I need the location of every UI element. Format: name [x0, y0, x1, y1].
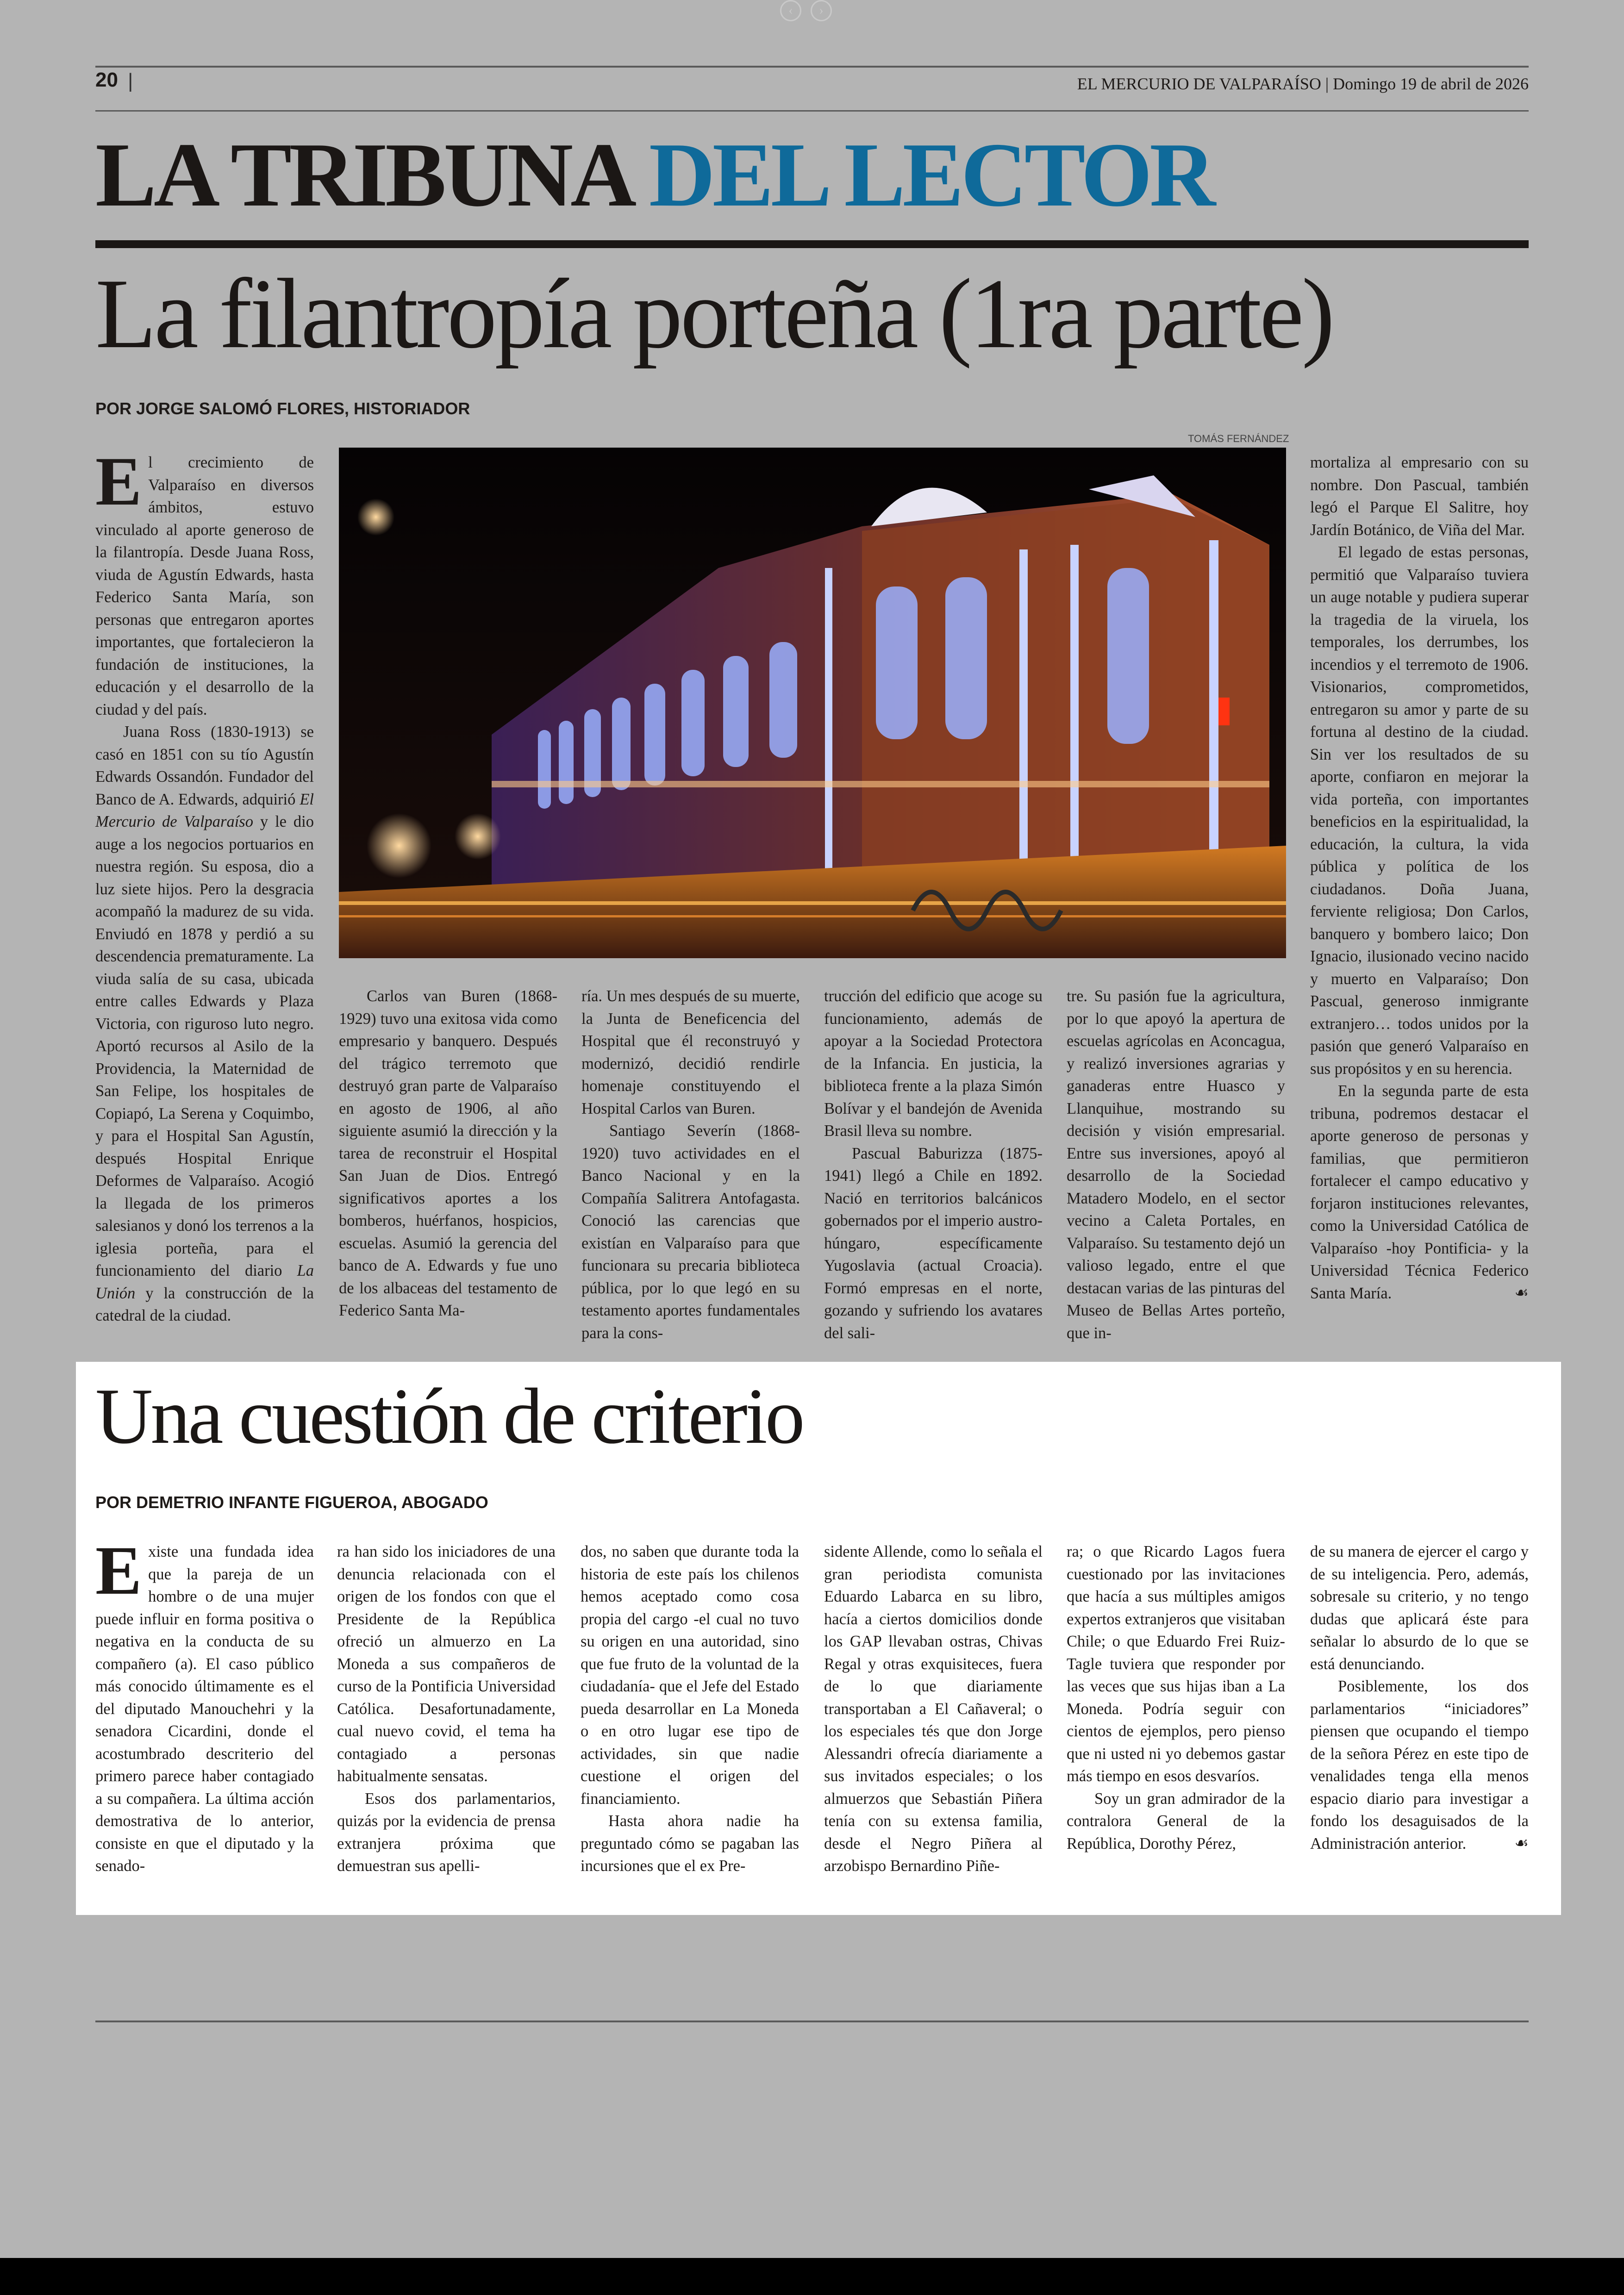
illuminated-building-image [339, 448, 1286, 958]
section-title-part2: DEL LECTOR [649, 124, 1213, 225]
article2-column-1: Existe una fundada idea que la pareja de un hombre o de una mujer puede influir en forma positiva o negativa en la conducta de su compañero (a). El caso público más conocido últimamente es el del diputado Manouchehri y la senadora Cicardini, donde el acostumbrado descriterio del primero parece haber contagiado a su compañera. La última acción demostrativa de lo anterior, consiste en que el diputado y la senado- [95, 1532, 314, 1875]
article1-column-2: Carlos van Buren (1868-1929) tuvo una exitosa vida como empresario y banquero. Después del trágico terremoto que destruyó gran parte de Valparaíso en agosto de 1906, al año siguiente asumió la dirección y la tarea de reconstruir el Hospital San Juan de Dios. Entregó significativos aportes a los bomberos, huérfanos, hospicios, escuelas. Asumió la gerencia del banco de A. Edwards y fue uno de los albaceas del testamento de Federico Santa Ma- [339, 987, 557, 1319]
header-bottom-rule [95, 110, 1529, 112]
page-number: 20 [95, 69, 118, 91]
article1-column-4: trucción del edificio que acoge su funcionamiento, además de apoyar a la Sociedad Protectora de la Infancia. En justicia, la biblioteca frente a la plaza Simón Bolívar y el bandejón de Avenida Brasil lleva su nombre. Pascual Baburizza (1875-1941) llegó a Chile en 1892. Nació en territorios balcánicos gobernados por el imperio austro-húngaro, específicamente Yugoslavia (actual Croacia). Formó empresas en el norte, gozando y sufriendo los avatares del sali- [824, 987, 1043, 1342]
article2-column-4: sidente Allende, como lo señala el gran periodista comunista Eduardo Labarca en su libro, hacía a ciertos domicilios donde los GAP llevaban ostras, Chivas Regal y otras exquisiteces, fuera de lo que diariamente transportaban a El Cañaveral; o los especiales tés que don Jorge Alessandri ofrecía diariamente a sus invitados especiales; o los almuerzos que Sebastián Piñera tenía con su extensa familia, desde el Negro Piñera al arzobispo Bernardino Piñe- [824, 1543, 1043, 1875]
dateline: EL MERCURIO DE VALPARAÍSO | Domingo 19 de abril de 2026 [1077, 75, 1529, 93]
article1-byline: POR JORGE SALOMÓ FLORES, HISTORIADOR [95, 399, 470, 418]
article2-dropcap: E [95, 1532, 142, 1609]
footer-rule [95, 2021, 1529, 2022]
article1-column-1: El crecimiento de Valparaíso en diversos ámbitos, estuvo vinculado al aporte generoso de la filantropía. Desde Juana Ross, viuda de Agustín Edwards, hasta Federico Santa María, son personas que entregaron aportes importantes, que fortalecieron la fundación de instituciones, la educación y el desarrollo de la ciudad y del país. Juana Ross (1830-1913) se casó en 1851 con su tío Agustín Edwards Ossandón. Fundador del Banco de A. Edwards, adquirió El Mercurio de Valparaíso y le dio auge a los negocios portuarios en nuestra región. Su esposa, dio a luz siete hijos. Pero la desgracia acompañó la madurez de su vida. Enviudó en 1878 y perdió a su descendencia prematuramente. La viuda salía de su casa, ubicada entre calles Edwards y Plaza Victoria, con riguroso luto negro. Aportó recursos al Asilo de la Providencia, la Maternidad de San Felipe, los hospitales de Copiapó, La Serena y Coquimbo, y para el Hospital San Agustín, después Hospital Enrique Deformes de Valparaíso. Acogió la llegada de los primeros salesianos y donó los terrenos a la iglesia porteña, para el funcionamiento del diario La Unión y la construcción de la catedral de la ciudad. [95, 443, 314, 1324]
photo-credit: TOMÁS FERNÁNDEZ [1188, 433, 1289, 444]
article1-photo [339, 448, 1286, 958]
article1-column-6: mortaliza al empresario con su nombre. Don Pascual, también legó el Parque El Salitre, hoy Jardín Botánico, de Viña del Mar. El legado de estas personas, permitió que Valparaíso tuviera un auge notable y pudiera superar la tragedia de la viruela, los temporales, los derrumbes, los incendios y el terremoto de 1906. Visionarios, comprometidos, entregaron su amor y parte de su fortuna al destino de la ciudad. Sin ver los resultados de su aporte, confiaron en mejorar la vida porteña, con importantes beneficios en la espiritualidad, la educación, la cultura, la vida pública y política de los ciudadanos. Doña Juana, ferviente religiosa; Don Carlos, banquero y bombero laico; Don Ignacio, ilusionado vecino nacido y muerto en Valparaíso; Don Pascual, generoso inmigrante extranjero… todos unidos por la pasión que generó Valparaíso en sus propósitos y en su herencia. En la segunda parte de esta tribuna, podremos destacar el aporte generoso de personas y familias, que permitieron fortalecer el campo educativo y forjaron instituciones relevantes, como la Universidad Católica de Valparaíso -hoy Pontificia- y la Universidad Técnica Federico Santa María. ☙ [1310, 451, 1529, 1304]
end-mark-icon: ☙ [1514, 1284, 1529, 1302]
page-nav [780, 0, 832, 21]
header-top-rule [95, 66, 1529, 68]
article1-dropcap: E [95, 443, 142, 520]
article2-column-3: dos, no saben que durante toda la historia de este país los chilenos hemos aceptado como cosa propia del cargo -el cual no tuvo su origen en una autoridad, sino que fue fruto de la voluntad de la ciudadanía- que el Jefe del Estado pueda desarrollar en La Moneda o en otro lugar ese tipo de actividades, sin que nadie cuestione el origen del financiamiento. Hasta ahora nadie ha preguntado cómo se pagaban las incursiones que el ex Pre- [581, 1543, 799, 1875]
article1-column-5: tre. Su pasión fue la agricultura, por lo que apoyó la apertura de escuelas agrícolas en Aconcagua, y realizó inversiones agrarias y ganaderas entre Huasco y Llanquihue, mostrando su decisión y visión empresarial. Entre sus inversiones, apoyó al desarrollo de la Sociedad Matadero Modelo, en el sector vecino a Caleta Portales, en Valparaíso. Su testamento dejó un valioso legado, entre el que destacan varias de las pinturas del Museo de Bellas Artes porteño, que in- [1067, 987, 1285, 1342]
viewer-bottom-bar [0, 2258, 1624, 2295]
chevron-right-icon[interactable]: › [811, 0, 832, 21]
section-divider [95, 240, 1529, 248]
article2-column-5: ra; o que Ricardo Lagos fuera cuestionado por las invitaciones que hacía a sus múltiples amigos expertos extranjeros que visitaban Chile; o que Eduardo Frei Ruiz-Tagle tuviera que responder por las veces que sus hijas iban a La Moneda. Podría seguir con cientos de ejemplos, pero pienso que ni usted ni yo debemos gastar más tiempo en esos desvaríos. Soy un gran admirador de la contralora General de la República, Dorothy Pérez, [1067, 1543, 1285, 1852]
chevron-left-icon[interactable]: ‹ [780, 0, 801, 21]
article2-headline: Una cuestión de criterio [95, 1372, 803, 1460]
section-title [95, 124, 1213, 226]
article1-headline: La filantropía porteña (1ra parte) [95, 258, 1333, 369]
article2-column-2: ra han sido los iniciadores de una denuncia relacionada con el origen de los fondos con que el Presidente de la República ofreció un almuerzo en La Moneda a sus compañeros de curso de la Pontificia Universidad Católica. Desafortunadamente, cual nuevo covid, el tema ha contagiado a personas habitualmente sensatas. Esos dos parlamentarios, quizás por la evidencia de prensa extranjera próxima que demuestran sus apelli- [337, 1543, 556, 1875]
end-mark-icon: ☙ [1514, 1834, 1529, 1852]
page-number-separator: | [128, 69, 133, 92]
article1-column-3: ría. Un mes después de su muerte, la Junta de Beneficencia del Hospital que él reconstruyó y modernizó, decidió rendirle homenaje constituyendo el Hospital Carlos van Buren. Santiago Severín (1868-1920) tuvo actividades en el Banco Nacional y en la Compañía Salitrera Antofagasta. Conoció las carencias que existían en Valparaíso para que funcionara su precaria biblioteca pública, por lo que legó en su testamento aportes fundamentales para la cons- [581, 987, 800, 1342]
section-title-part1: LA TRIBUNA [95, 124, 629, 225]
article2-column-6: de su manera de ejercer el cargo y de su inteligencia. Pero, además, sobresale su criterio, y no tengo dudas que aplicará éste para señalar lo absurdo de lo que se está denunciando. Posiblemente, los dos parlamentarios “iniciadores” piensen que ocupando el tiempo de la señora Pérez en este tipo de venalidades tenga ella menos espacio diario para investigar a fondo los desaguisados de la Administración anterior. ☙ [1310, 1540, 1529, 1855]
article2-byline: POR DEMETRIO INFANTE FIGUEROA, ABOGADO [95, 1493, 488, 1512]
